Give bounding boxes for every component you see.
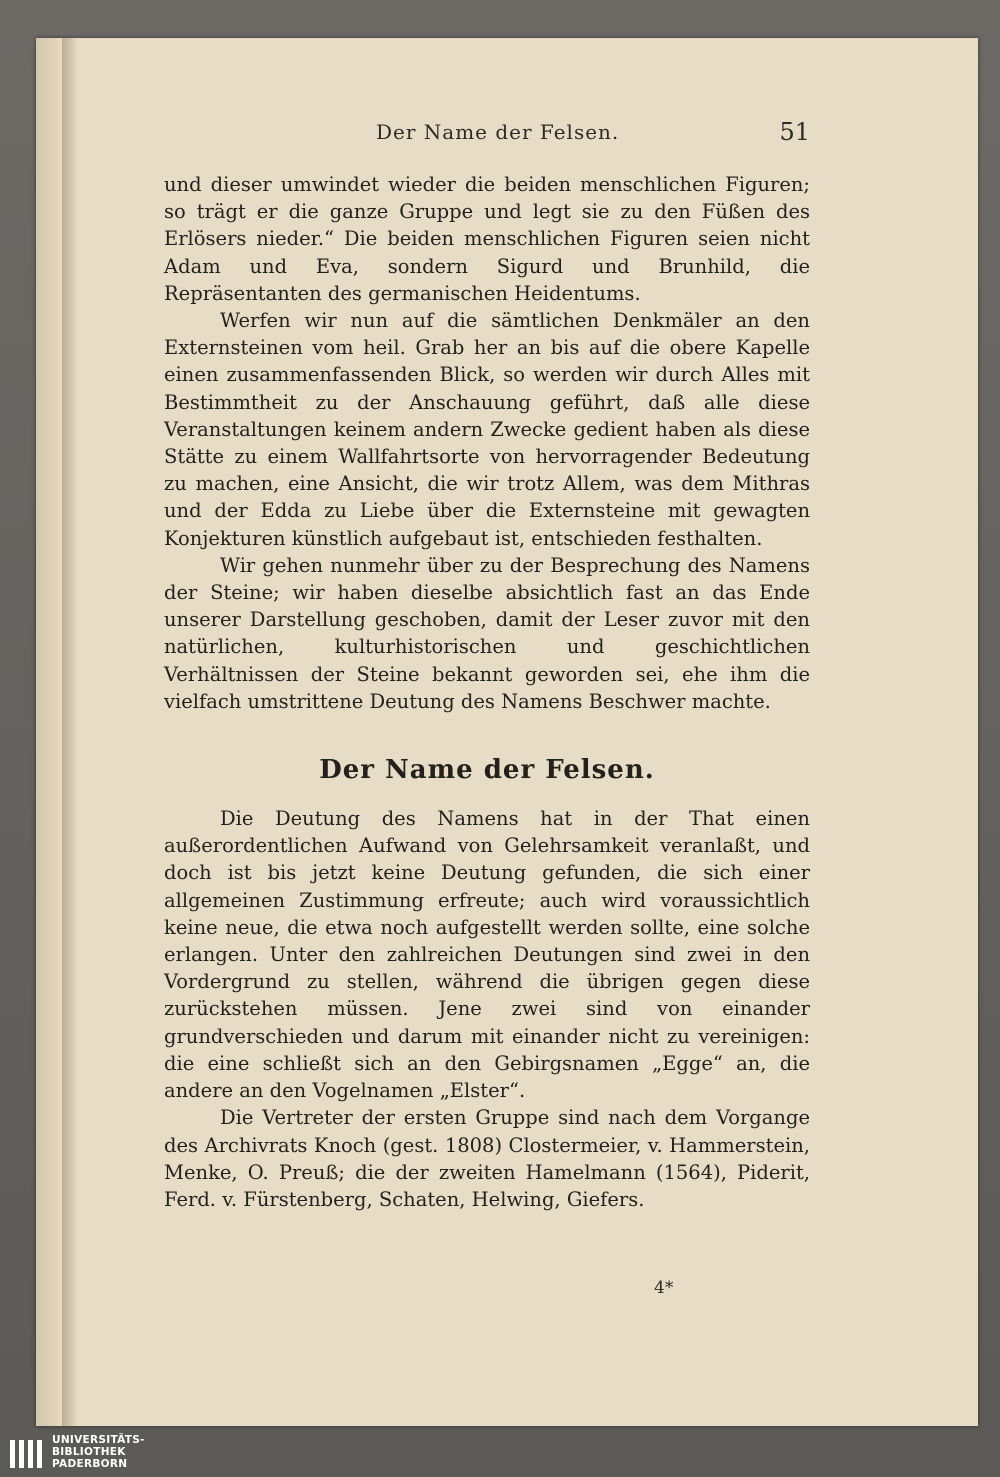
paragraph: Wir gehen nunmehr über zu der Besprechung des Namens der Steine; wir haben dieselbe absichtlich fast an das Ende unserer Darstellung geschoben, damit der Leser zuvor mit den natürlichen, kulturhistorischen und geschichtlichen Verhältnissen der Steine bekannt geworden sei, ehe ihm die vielfach umstrittene Deutung des Namens Beschwer machte.: [164, 553, 810, 713]
paragraph-continued: und dieser umwindet wieder die beiden menschlichen Figuren; so trägt er die ganze Gruppe und legt sie zu den Füßen des Erlösers nieder.“ Die beiden menschlichen Figuren seien nicht Adam und Eva, sondern Sigurd und Brunhild, die Repräsentanten des germanischen Heidentums.: [164, 173, 810, 305]
paragraph: Die Vertreter der ersten Gruppe sind nach dem Vorgange des Archivrats Knoch (gest. 1808) Clostermeier, v. Hammerstein, Menke, O. Preuß; die der zweiten Hamelmann (1564), Piderit, Ferd. v. Fürstenberg, Schaten, Helwing, Giefers.: [164, 1106, 810, 1211]
facing-page-edge: [36, 38, 63, 1426]
running-head: Der Name der Felsen.: [376, 120, 620, 144]
paragraph: Die Deutung des Namens hat in der That einen außerordentlichen Aufwand von Gelehrsamkeit veranlaßt, und doch ist bis jetzt keine Deutung gefunden, die sich einer allgemeinen Zustimmung erfreute; auch wird voraussichtlich keine neue, die etwa noch aufgestellt werden sollte, eine solche erlangen. Unter den zahlreichen Deutungen sind zwei in den Vordergrund zu stellen, während die übrigen gegen diese zurückstehen müssen. Jene zwei sind von einander grundverschieden und darum mit einander nicht zu vereinigen: die eine schließt sich an den Gebirgsnamen „Egge“ an, die andere an den Vogelnamen „Elster“.: [164, 807, 810, 1103]
logo-line: BIBLIOTHEK: [52, 1446, 126, 1458]
library-logo-icon: [8, 1436, 44, 1472]
page-number: 51: [779, 118, 810, 146]
signature-mark: 4*: [654, 1278, 674, 1298]
paragraph: Werfen wir nun auf die sämtlichen Denkmäler an den Externsteinen vom heil. Grab her an bis auf die obere Kapelle einen zusammenfassenden Blick, so werden wir durch Alles mit Bestimmtheit zu der Anschauung geführt, daß alle diese Veranstaltungen keinem andern Zwecke gedient haben als diese Stätte zu einem Wallfahrtsorte von hervorragender Bedeutung zu machen, eine Ansicht, die wir trotz Allem, was dem Mithras und der Edda zu Liebe über die Externsteine mit gewagten Konjekturen künstlich aufgebaut ist, entschieden festhalten.: [164, 309, 810, 550]
library-logo-text: [52, 1434, 145, 1470]
page-header: [36, 114, 978, 154]
section-heading: Der Name der Felsen.: [319, 755, 655, 786]
library-logo: [0, 1430, 160, 1477]
logo-line: PADERBORN: [52, 1458, 128, 1470]
book-page: [36, 38, 978, 1426]
body-text: [164, 171, 810, 1213]
logo-line: UNIVERSITÄTS-: [52, 1434, 145, 1446]
book-gutter: [62, 38, 76, 1426]
